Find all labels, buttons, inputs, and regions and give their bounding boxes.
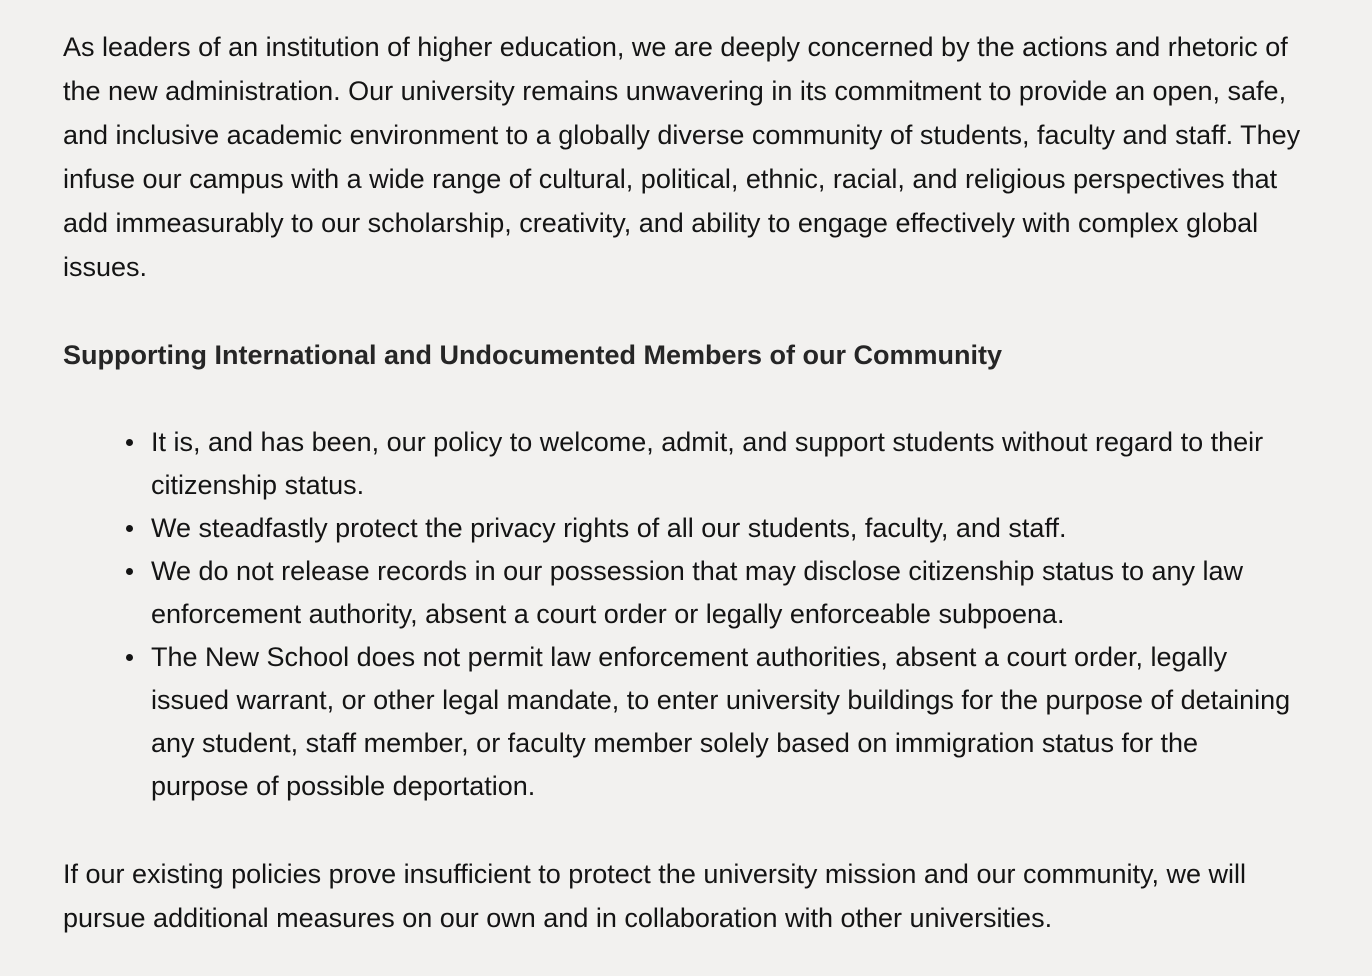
list-item-text: We steadfastly protect the privacy rights of all our students, faculty, and staff. <box>151 513 1067 543</box>
bullet-icon <box>126 507 134 550</box>
list-item-text: The New School does not permit law enforcement authorities, absent a court order, legally issued warrant, or other legal mandate, to enter university buildings for the purpose of detaining any student, staff member, or faculty member solely based on immigration status for the purpose of possible deportation. <box>151 642 1291 801</box>
bullet-icon <box>126 421 134 464</box>
list-item <box>151 636 1303 808</box>
article-body <box>63 25 1303 940</box>
section-heading: Supporting International and Undocumented Members of our Community <box>63 340 1003 370</box>
bullet-icon <box>126 636 134 679</box>
list-item <box>151 421 1303 507</box>
intro-paragraph: As leaders of an institution of higher education, we are deeply concerned by the actions and rhetoric of the new administration. Our university remains unwavering in its commitment to provide an open, safe, and inclusive academic environment to a globally diverse community of students, faculty and staff. They infuse our campus with a wide range of cultural, political, ethnic, racial, and religious perspectives that add immeasurably to our scholarship, creativity, and ability to engage effectively with complex global issues. <box>63 32 1301 282</box>
bullet-icon <box>126 550 134 593</box>
policy-list <box>63 421 1303 808</box>
list-item <box>151 550 1303 636</box>
closing-paragraph: If our existing policies prove insufficient to protect the university mission and our community, we will pursue additional measures on our own and in collaboration with other universities. <box>63 859 1247 933</box>
list-item <box>151 507 1303 550</box>
list-item-text: We do not release records in our possession that may disclose citizenship status to any law enforcement authority, absent a court order or legally enforceable subpoena. <box>151 556 1244 629</box>
list-item-text: It is, and has been, our policy to welcome, admit, and support students without regard to their citizenship status. <box>151 427 1264 500</box>
